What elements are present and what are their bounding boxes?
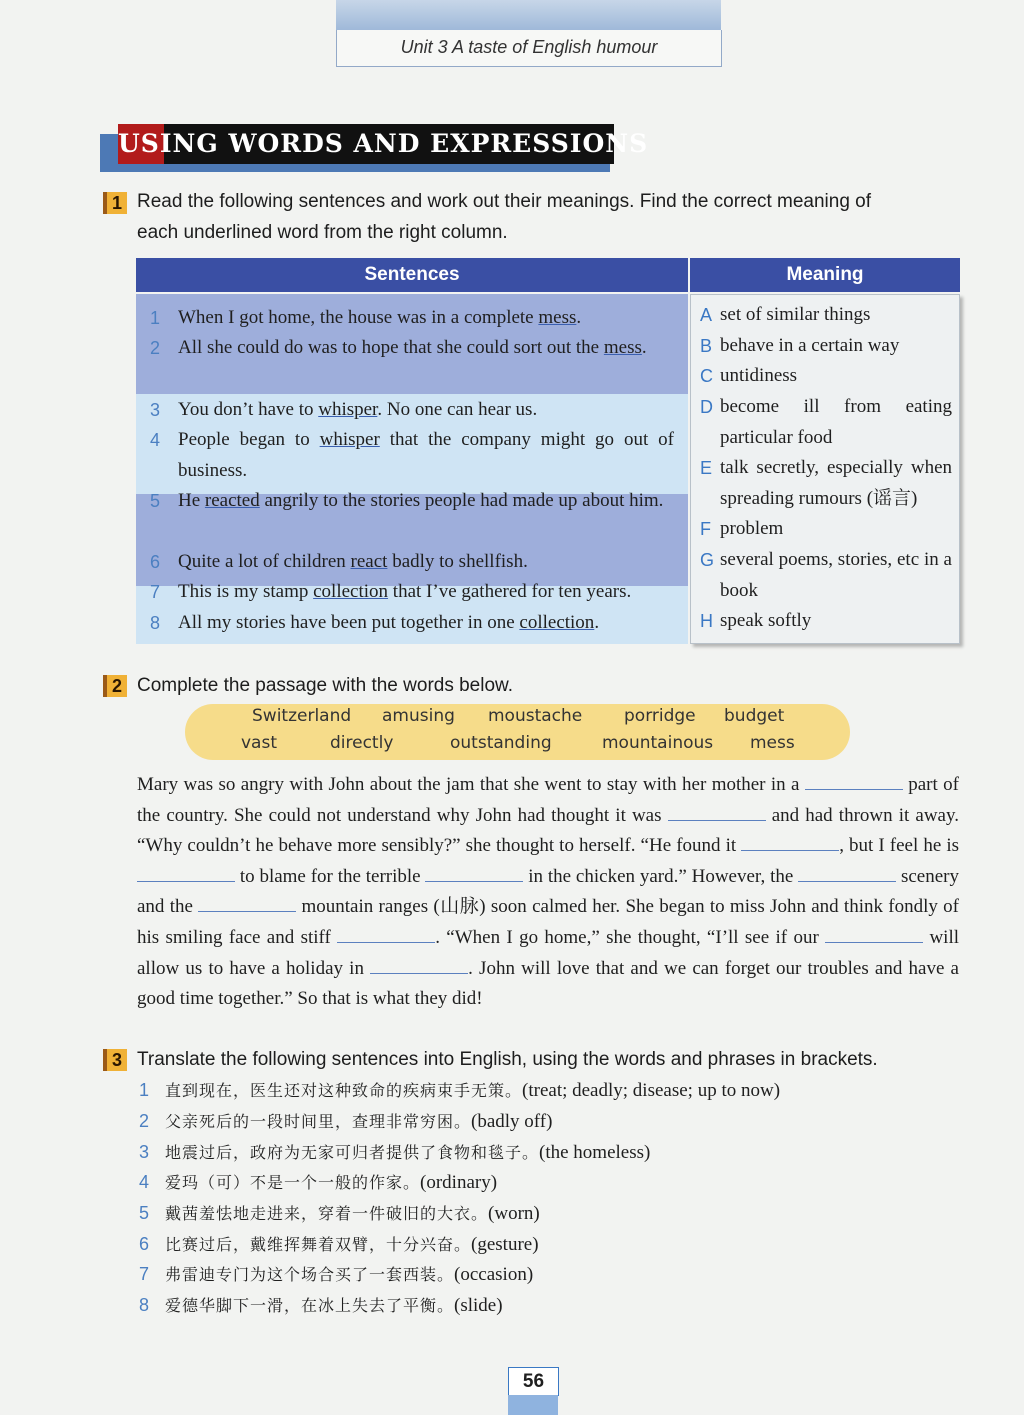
- translation-item: 6 比赛过后，戴维挥舞着双臂，十分兴奋。(gesture): [139, 1234, 539, 1255]
- meaning-letter: H: [700, 611, 713, 631]
- word-bank-item: directly: [330, 733, 394, 753]
- underlined-word: mess: [603, 337, 642, 358]
- meaning-text: speak softly: [720, 610, 812, 631]
- passage: Mary was so angry with John about the jam that she went to stay with her mother in a part of the country. She could not understand why John had thought it was and had thrown it away. “Why couldn’t he behave more sensibly?” she thought to herself. “He found it , but I feel he is to blame for the terrible in the chicken yard.” However, the scenery and the mountain ranges (山脉) soon calmed her. She began to miss John and think fondly of his smiling face and stiff . “When I go home,” she thought, “I’ll see if our will allow us to have a holiday in . John will love that and we can forget our troubles and have a good time together.” So that is what they did!: [137, 770, 959, 1015]
- translation-item: 1 直到现在，医生还对这种致命的疾病束手无策。(treat; deadly; disease; up to now): [139, 1080, 781, 1101]
- sentence-text: Quite a lot of children react badly to shellfish.: [178, 551, 528, 572]
- meaning-text: set of similar things: [720, 304, 871, 325]
- underlined-word: whisper: [319, 429, 380, 450]
- answer-blank[interactable]: [741, 832, 839, 851]
- sentence-number: 5: [150, 491, 161, 511]
- word-bank-item: mess: [750, 733, 795, 753]
- page-number-bar: [508, 1395, 558, 1415]
- word-hint: (ordinary): [420, 1172, 498, 1193]
- word-bank-item: Switzerland: [252, 706, 352, 726]
- meaning-letter: A: [700, 305, 713, 325]
- exercise-3-number: 3: [103, 1049, 127, 1071]
- word-hint: (the homeless): [539, 1142, 651, 1163]
- answer-blank[interactable]: [337, 924, 435, 943]
- header-decoration: [336, 0, 721, 30]
- word-bank-item: porridge: [624, 706, 696, 726]
- word-hint: (worn): [488, 1203, 540, 1224]
- chinese-sentence: 地震过后，政府为无家可归者提供了食物和毯子。: [165, 1143, 540, 1162]
- chinese-sentence: 直到现在，医生还对这种致命的疾病束手无策。: [165, 1081, 523, 1100]
- meaning-letter: F: [700, 519, 711, 539]
- answer-blank[interactable]: [137, 863, 235, 882]
- word-bank-item: vast: [241, 733, 278, 753]
- answer-blank[interactable]: [668, 802, 766, 821]
- sentence-text: People began to whisper that the company might go out of business.: [178, 429, 675, 481]
- meaning-text: behave in a certain way: [720, 335, 900, 356]
- sentence-text: This is my stamp collection that I’ve gathered for ten years.: [178, 581, 632, 602]
- word-bank-item: mountainous: [602, 733, 714, 753]
- answer-blank[interactable]: [425, 863, 523, 882]
- page-number: 56: [508, 1367, 559, 1396]
- word-bank-item: budget: [724, 706, 785, 726]
- table-header-sentences: Sentences: [136, 258, 688, 292]
- meaning-text: become ill from eating particular food: [720, 396, 952, 448]
- underlined-word: whisper: [318, 399, 378, 420]
- sentence-number: 3: [150, 400, 161, 420]
- word-hint: (occasion): [454, 1264, 534, 1285]
- table-header-meaning: Meaning: [690, 258, 960, 292]
- word-bank-item: moustache: [488, 706, 583, 726]
- sentence-text: All my stories have been put together in one collection.: [178, 612, 600, 633]
- meaning-letter: C: [700, 366, 713, 386]
- sentence-number: 1: [150, 308, 161, 328]
- meaning-letter: G: [700, 550, 715, 570]
- exercise-3-instruction: Translate the following sentences into English, using the words and phrases in brackets.: [137, 1049, 878, 1070]
- meaning-text: untidiness: [720, 365, 798, 386]
- meaning-text: talk secretly, especially when spreading rumours (谣言): [720, 457, 952, 509]
- meaning-text: problem: [720, 518, 784, 539]
- translation-item: 8 爱德华脚下一滑，在冰上失去了平衡。(slide): [139, 1295, 503, 1316]
- word-bank-item: amusing: [382, 706, 455, 726]
- word-bank-item: outstanding: [450, 733, 552, 753]
- underlined-word: mess: [538, 307, 577, 328]
- chinese-sentence: 父亲死后的一段时间里，查理非常穷困。: [165, 1112, 472, 1131]
- underlined-word: react: [350, 551, 388, 572]
- answer-blank[interactable]: [805, 771, 903, 790]
- answer-blank[interactable]: [798, 863, 896, 882]
- meaning-letter: B: [700, 336, 713, 356]
- translation-item: 3 地震过后，政府为无家可归者提供了食物和毯子。(the homeless): [139, 1142, 651, 1163]
- exercise-2-instruction: Complete the passage with the words below.: [137, 675, 513, 696]
- exercise-2-number: 2: [103, 675, 127, 697]
- word-hint: (treat; deadly; disease; up to now): [522, 1080, 781, 1101]
- sentence-number: 8: [150, 613, 161, 633]
- sentence-number: 6: [150, 552, 161, 572]
- sentence-text: You don’t have to whisper. No one can hear us.: [178, 399, 538, 420]
- sentence-number: 7: [150, 582, 161, 602]
- exercise-1-number: 1: [103, 192, 127, 214]
- word-hint: (gesture): [471, 1234, 539, 1255]
- section-title: USING WORDS AND EXPRESSIONS: [118, 129, 649, 158]
- meaning-text: several poems, stories, etc in a book: [720, 549, 952, 601]
- exercise-1-instruction-line2: each underlined word from the right column.: [137, 222, 508, 243]
- chinese-sentence: 比赛过后，戴维挥舞着双臂，十分兴奋。: [165, 1235, 472, 1254]
- sentence-text: When I got home, the house was in a complete mess.: [178, 307, 582, 328]
- underlined-word: reacted: [204, 490, 260, 511]
- chinese-sentence: 戴茜羞怯地走进来，穿着一件破旧的大衣。: [165, 1204, 489, 1223]
- underlined-word: collection: [313, 581, 389, 602]
- underlined-word: collection: [519, 612, 595, 633]
- exercise-1-instruction-line1: Read the following sentences and work out their meanings. Find the correct meaning of: [137, 191, 872, 212]
- translation-item: 2 父亲死后的一段时间里，查理非常穷困。(badly off): [139, 1111, 553, 1132]
- sentence-number: 4: [150, 430, 161, 450]
- word-hint: (slide): [454, 1295, 503, 1316]
- sentence-text: All she could do was to hope that she could sort out the mess.: [178, 337, 647, 358]
- answer-blank[interactable]: [198, 893, 296, 912]
- chinese-sentence: 弗雷迪专门为这个场合买了一套西装。: [165, 1265, 455, 1284]
- unit-title: Unit 3 A taste of English humour: [336, 30, 722, 67]
- translation-item: 4 爱玛（可）不是一个一般的作家。(ordinary): [139, 1172, 498, 1193]
- answer-blank[interactable]: [370, 955, 468, 974]
- answer-blank[interactable]: [825, 924, 923, 943]
- meaning-letter: D: [700, 397, 713, 417]
- meaning-letter: E: [700, 458, 713, 478]
- translation-item: 7 弗雷迪专门为这个场合买了一套西装。(occasion): [139, 1264, 534, 1285]
- word-hint: (badly off): [471, 1111, 553, 1132]
- sentence-number: 2: [150, 338, 161, 358]
- chinese-sentence: 爱德华脚下一滑，在冰上失去了平衡。: [165, 1296, 455, 1315]
- sentence-text: He reacted angrily to the stories people had made up about him.: [178, 490, 664, 511]
- translation-item: 5 戴茜羞怯地走进来，穿着一件破旧的大衣。(worn): [139, 1203, 540, 1224]
- exercise-1-instruction: [137, 186, 967, 248]
- chinese-sentence: 爱玛（可）不是一个一般的作家。: [165, 1173, 421, 1192]
